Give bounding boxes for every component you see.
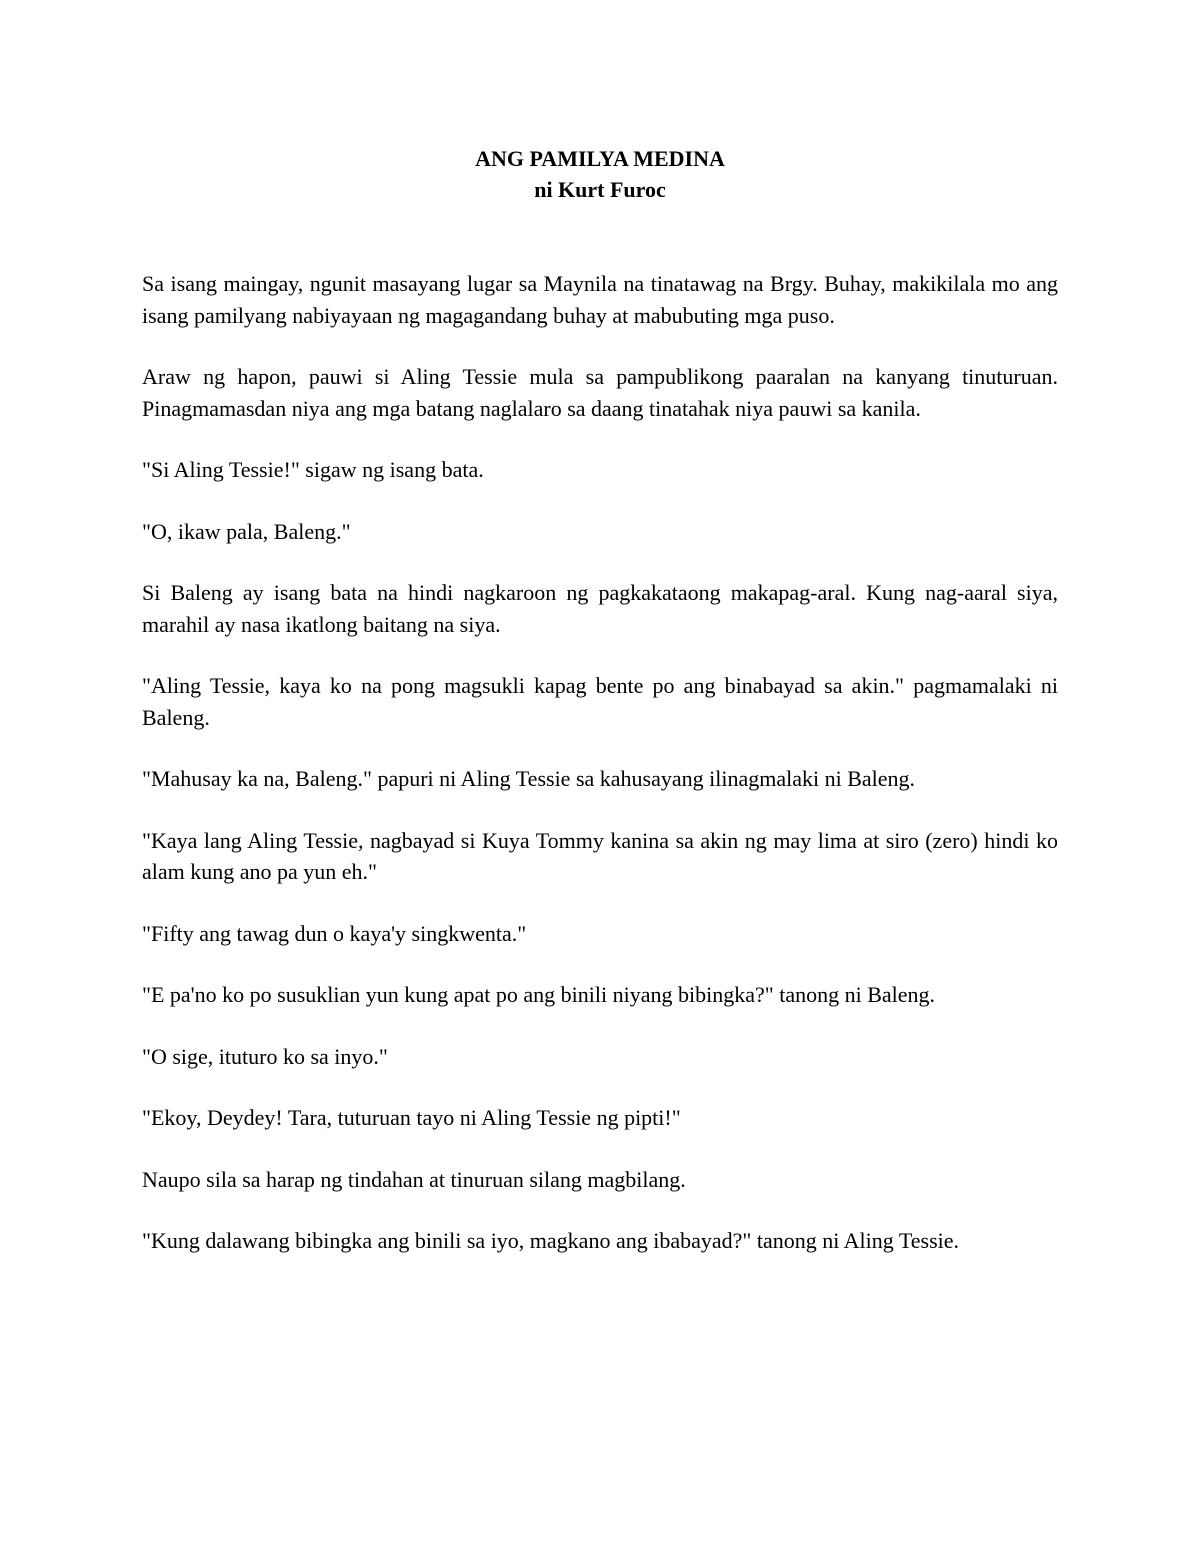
paragraph: "Kung dalawang bibingka ang binili sa iyo, magkano ang ibabayad?" tanong ni Aling Tessie.: [142, 1228, 960, 1253]
paragraph: "E pa'no ko po susuklian yun kung apat po ang binili niyang bibingka?" tanong ni Baleng.: [142, 982, 936, 1007]
paragraph: Si Baleng ay isang bata na hindi nagkaroon ng pagkakataong makapag-aral. Kung nag-aaral siya, marahil ay nasa ikatlong baitang na siya.: [142, 580, 1058, 637]
paragraph: "Aling Tessie, kaya ko na pong magsukli kapag bente po ang binabayad sa akin." pagmamalaki ni Baleng.: [142, 673, 1058, 730]
title-block: [142, 143, 1058, 205]
story-body: [142, 268, 1058, 1257]
paragraph: "Mahusay ka na, Baleng." papuri ni Aling Tessie sa kahusayang ilinagmalaki ni Baleng.: [142, 766, 916, 791]
paragraph: "Si Aling Tessie!" sigaw ng isang bata.: [142, 457, 484, 482]
document-title: ANG PAMILYA MEDINA: [475, 146, 725, 171]
document-page: [142, 143, 1058, 1287]
paragraph: "O sige, ituturo ko sa inyo.": [142, 1043, 388, 1069]
paragraph: "Fifty ang tawag dun o kaya'y singkwenta.": [142, 920, 527, 946]
paragraph: "Ekoy, Deydey! Tara, tuturuan tayo ni Aling Tessie ng pipti!": [142, 1105, 681, 1130]
paragraph: Naupo sila sa harap ng tindahan at tinuruan silang magbilang.: [142, 1166, 686, 1192]
paragraph: Araw ng hapon, pauwi si Aling Tessie mula sa pampublikong paaralan na kanyang tinuturuan. Pinagmamasdan niya ang mga batang naglalaro sa daang tinatahak niya pauwi sa kanila.: [142, 364, 1058, 421]
paragraph: "O, ikaw pala, Baleng.": [142, 518, 351, 544]
author-line: ni Kurt Furoc: [534, 177, 666, 202]
paragraph: "Kaya lang Aling Tessie, nagbayad si Kuya Tommy kanina sa akin ng may lima at siro (zero) hindi ko alam kung ano pa yun eh.": [142, 827, 1058, 884]
paragraph: Sa isang maingay, ngunit masayang lugar sa Maynila na tinatawag na Brgy. Buhay, makikilala mo ang isang pamilyang nabiyayaan ng magagandang buhay at mabubuting mga puso.: [142, 271, 1058, 328]
